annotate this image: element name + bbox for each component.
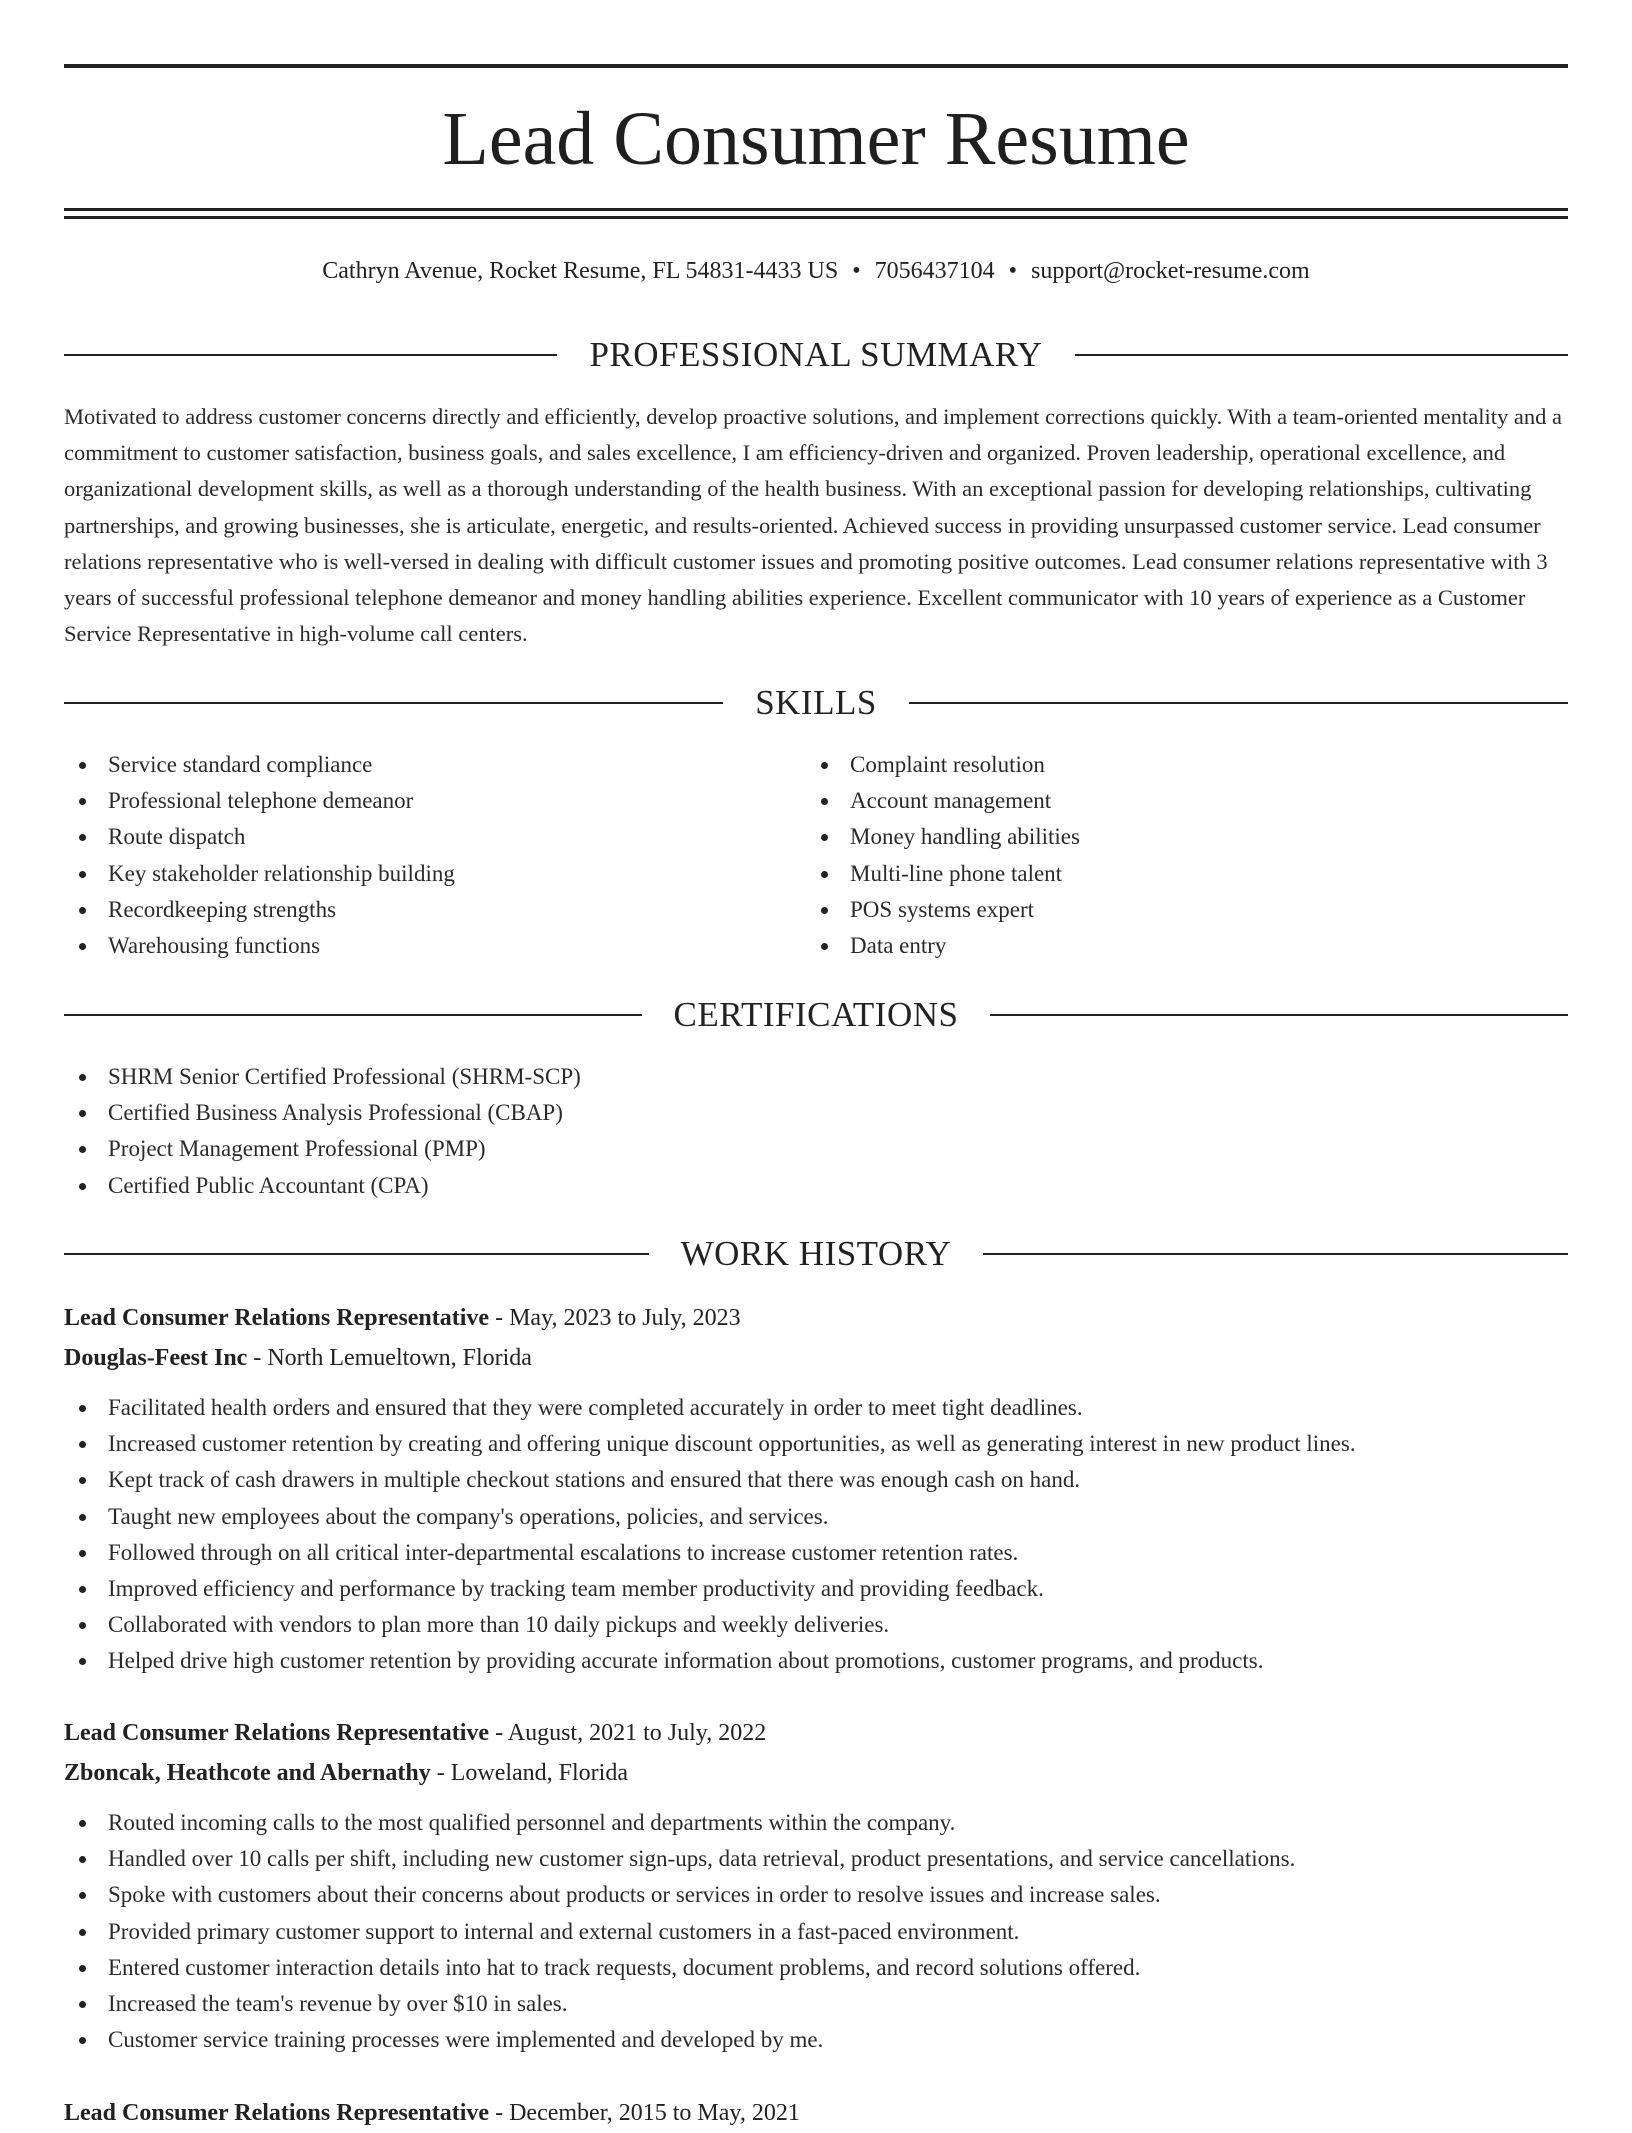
summary-section-heading: [64, 335, 1568, 375]
job-company-line: [64, 1338, 1568, 1378]
work-history-section-heading: [64, 1234, 1568, 1274]
job-duty-item: Helped drive high customer retention by providing accurate information about promotions, customer programs, and products.: [64, 1643, 1568, 1679]
contact-separator: •: [852, 258, 861, 284]
job-company: Douglas-Feest Inc: [64, 1345, 248, 1371]
certification-item: Project Management Professional (PMP): [64, 1131, 1568, 1167]
job-duty-item: Handled over 10 calls per shift, including new customer sign-ups, data retrieval, product presentations, and service cancellations.: [64, 1841, 1568, 1877]
top-rule: [64, 64, 1568, 68]
contact-phone: 7056437104: [874, 258, 995, 284]
job-title: Lead Consumer Relations Representative: [64, 2100, 490, 2126]
skill-item: Professional telephone demeanor: [64, 783, 804, 819]
job-company-line: [64, 1753, 1568, 1793]
job-location: - Loweland, Florida: [430, 1760, 628, 1786]
job-duty-item: Collaborated with vendors to plan more than 10 daily pickups and weekly deliveries.: [64, 1607, 1568, 1643]
job-duty-item: Customer service training processes were implemented and developed by me.: [64, 2022, 1568, 2058]
job-dates: - August, 2021 to July, 2022: [489, 1720, 767, 1746]
job-duty-item: Improved efficiency and performance by tracking team member productivity and providing feedback.: [64, 1571, 1568, 1607]
skill-item: Account management: [806, 783, 1546, 819]
certifications-section-heading: [64, 995, 1568, 1035]
contact-separator: •: [1008, 258, 1018, 284]
title-rule-upper: [64, 208, 1568, 211]
job-entry: [64, 1298, 1568, 1680]
skills-list-left: [64, 747, 804, 964]
skill-item: Recordkeeping strengths: [64, 892, 804, 928]
work-history-heading-label: WORK HISTORY: [680, 1234, 952, 1273]
skill-item: Data entry: [806, 928, 1546, 964]
job-duty-item: Increased the team's revenue by over $10 in sales.: [64, 1986, 1568, 2022]
certification-item: Certified Business Analysis Professional (CBAP): [64, 1095, 1568, 1131]
skill-item: Warehousing functions: [64, 928, 804, 964]
heading-rule-left: [64, 1014, 642, 1016]
job-duty-item: Entered customer interaction details into hat to track requests, document problems, and record solutions offered.: [64, 1950, 1568, 1986]
job-duty-item: Facilitated health orders and ensured that they were completed accurately in order to meet tight deadlines.: [64, 1390, 1568, 1426]
heading-rule-right: [1075, 354, 1568, 356]
job-title: Lead Consumer Relations Representative: [64, 1305, 490, 1331]
skill-item: Route dispatch: [64, 819, 804, 855]
certifications-heading-label: CERTIFICATIONS: [673, 995, 959, 1034]
job-entry: [64, 1713, 1568, 2058]
job-duty-item: Increased customer retention by creating and offering unique discount opportunities, as well as generating interest in new product lines.: [64, 1426, 1568, 1462]
job-duty-item: Kept track of cash drawers in multiple checkout stations and ensured that there was enough cash on hand.: [64, 1462, 1568, 1498]
skills-list-right: [806, 747, 1546, 964]
skill-item: Service standard compliance: [64, 747, 804, 783]
job-duty-item: Provided primary customer support to internal and external customers in a fast-paced environment.: [64, 1914, 1568, 1950]
skill-item: Key stakeholder relationship building: [64, 856, 804, 892]
job-dates: - May, 2023 to July, 2023: [489, 1305, 741, 1331]
heading-rule-right: [983, 1253, 1568, 1255]
job-entry: [64, 2093, 1568, 2133]
job-location: - North Lemueltown, Florida: [247, 1345, 532, 1371]
skill-item: Complaint resolution: [806, 747, 1546, 783]
job-company: Zboncak, Heathcote and Abernathy: [64, 1760, 431, 1786]
heading-rule-left: [64, 354, 557, 356]
skill-item: POS systems expert: [806, 892, 1546, 928]
job-duty-item: Routed incoming calls to the most qualified personnel and departments within the company.: [64, 1805, 1568, 1841]
job-duty-item: Spoke with customers about their concerns about products or services in order to resolve issues and increase sales.: [64, 1877, 1568, 1913]
job-duties-list: [64, 1805, 1568, 2058]
job-title: Lead Consumer Relations Representative: [64, 1720, 490, 1746]
job-title-line: [64, 1298, 1568, 1338]
contact-line: [64, 254, 1568, 288]
heading-rule-left: [64, 702, 723, 704]
job-duty-item: Followed through on all critical inter-departmental escalations to increase customer retention rates.: [64, 1535, 1568, 1571]
certification-item: SHRM Senior Certified Professional (SHRM-SCP): [64, 1059, 1568, 1095]
skills-heading-label: SKILLS: [755, 683, 877, 722]
certifications-list: [64, 1059, 1568, 1204]
title-rule-lower: [64, 216, 1568, 219]
heading-rule-right: [990, 1014, 1568, 1016]
heading-rule-left: [64, 1253, 649, 1255]
skills-section-heading: [64, 683, 1568, 723]
job-title-line: [64, 1713, 1568, 1753]
resume-title: Lead Consumer Resume: [442, 97, 1190, 181]
job-duty-item: Taught new employees about the company's operations, policies, and services.: [64, 1499, 1568, 1535]
skill-item: Multi-line phone talent: [806, 856, 1546, 892]
job-title-line: [64, 2093, 1568, 2133]
summary-text: Motivated to address customer concerns directly and efficiently, develop proactive solutions, and implement corrections quickly. With a team-oriented mentality and a commitment to customer satisfaction, business goals, and sales excellence, I am efficiency-driven and organized. Proven leadership, operational excellence, and organizational development skills, as well as a thorough understanding of the health business. With an exceptional passion for developing relationships, cultivating partnerships, and growing businesses, she is articulate, energetic, and results-oriented. Achieved success in providing unsurpassed customer service. Lead consumer relations representative who is well-versed in dealing with difficult customer issues and promoting positive outcomes. Lead consumer relations representative with 3 years of successful professional telephone demeanor and money handling abilities experience. Excellent communicator with 10 years of experience as a Customer Service Representative in high-volume call centers.: [64, 404, 1563, 647]
summary-heading-label: PROFESSIONAL SUMMARY: [589, 335, 1043, 374]
heading-rule-right: [909, 702, 1568, 704]
certification-item: Certified Public Accountant (CPA): [64, 1168, 1568, 1204]
contact-email: support@rocket-resume.com: [1031, 258, 1310, 284]
skill-item: Money handling abilities: [806, 819, 1546, 855]
contact-address: Cathryn Avenue, Rocket Resume, FL 54831-4433 US: [322, 258, 839, 284]
job-dates: - December, 2015 to May, 2021: [489, 2100, 800, 2126]
job-duties-list: [64, 1390, 1568, 1680]
